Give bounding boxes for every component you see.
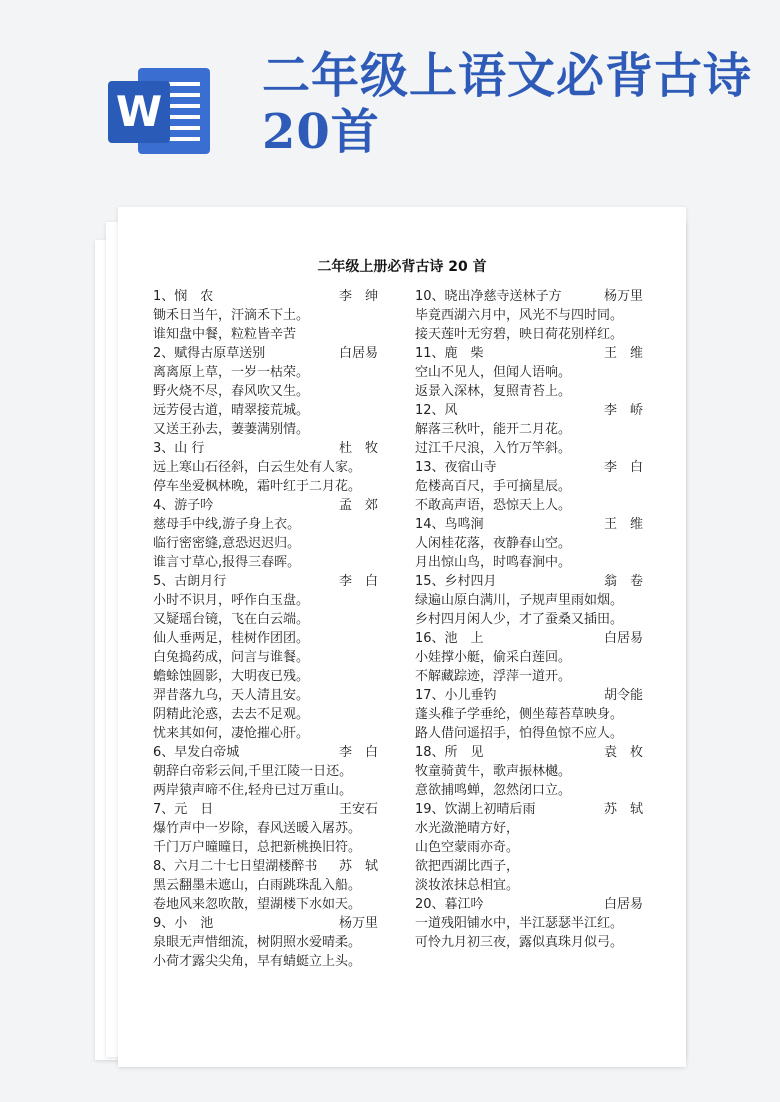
document-title: 二年级上册必背古诗 20 首: [317, 259, 487, 275]
poem-heading: [415, 458, 643, 477]
poem-heading: [153, 287, 378, 306]
poem-author: 李 白: [603, 460, 643, 475]
poem-author: 孟 郊: [338, 498, 378, 513]
poem-title: 12、风: [415, 403, 458, 418]
poem-line: 泉眼无声惜细流，树阴照水爱晴柔。: [153, 935, 362, 950]
poem-line: 慈母手中线,游子身上衣。: [153, 517, 301, 532]
poem-line: 蟾蜍蚀圆影，大明夜已残。: [153, 669, 310, 684]
poem-line: 淡妆浓抹总相宜。: [415, 878, 520, 893]
word-document-icon: [108, 68, 210, 154]
poem-title: 8、六月二十七日望湖楼醉书: [153, 859, 318, 874]
poem-title: 15、乡村四月: [415, 574, 497, 589]
poem-author: 白居易: [603, 897, 643, 912]
page-title: 二年级上语文必背古诗20首: [262, 48, 753, 160]
poem-title: 4、游子吟: [153, 498, 214, 513]
poem-line: 又疑瑶台镜，飞在白云端。: [153, 612, 310, 627]
poem-heading: [415, 686, 643, 705]
poem-heading: [415, 743, 643, 762]
poem-title: 16、池 上: [415, 631, 484, 646]
poem-heading: [153, 800, 378, 819]
poem-line: 停车坐爱枫林晚，霜叶红于二月花。: [153, 479, 362, 494]
poem-line: 返景入深林，复照青苔上。: [415, 384, 572, 399]
poem-line: 欲把西湖比西子，: [415, 859, 520, 874]
poem-heading: [415, 515, 643, 534]
poem-title: 10、晓出净慈寺送林子方: [415, 289, 562, 304]
word-icon-letter: W: [108, 81, 170, 143]
poem-heading: [415, 895, 643, 914]
poem-heading: [415, 800, 643, 819]
poem-line: 锄禾日当午，汗滴禾下土。: [153, 308, 310, 323]
poem-title: 1、悯 农: [153, 289, 214, 304]
poem-line: 千门万户曈曈日，总把新桃换旧符。: [153, 840, 362, 855]
poem-line: 毕竟西湖六月中，风光不与四时同。: [415, 308, 624, 323]
poem-line: 忧来其如何，凄怆摧心肝。: [153, 726, 310, 741]
poem-author: 王安石: [338, 802, 378, 817]
poem-heading: [415, 572, 643, 591]
poem-line: 远上寒山石径斜，白云生处有人家。: [153, 460, 362, 475]
poem-title: 19、饮湖上初晴后雨: [415, 802, 536, 817]
poem-line: 解落三秋叶，能开二月花。: [415, 422, 572, 437]
poem-author: 王 维: [603, 517, 643, 532]
poem-line: 黑云翻墨未遮山，白雨跳珠乱入船。: [153, 878, 362, 893]
poem-line: 一道残阳铺水中，半江瑟瑟半江红。: [415, 916, 624, 931]
poem-heading: [153, 572, 378, 591]
poem-line: 蓬头稚子学垂纶，侧坐莓苔草映身。: [415, 707, 624, 722]
poem-author: 白居易: [338, 346, 378, 361]
poem-line: 爆竹声中一岁除，春风送暖入屠苏。: [153, 821, 362, 836]
poem-author: 苏 轼: [338, 859, 378, 874]
poem-heading: [415, 629, 643, 648]
poem-line: 山色空蒙雨亦奇。: [415, 840, 520, 855]
poem-title: 9、小 池: [153, 916, 214, 931]
poem-line: 空山不见人，但闻人语响。: [415, 365, 572, 380]
poem-line: 阴精此沦惑，去去不足观。: [153, 707, 310, 722]
poem-title: 11、鹿 柴: [415, 346, 484, 361]
poem-column-right: [415, 287, 643, 952]
poem-line: 小荷才露尖尖角，早有蜻蜓立上头。: [153, 954, 362, 969]
poem-line: 月出惊山鸟，时鸣春涧中。: [415, 555, 572, 570]
poem-line: 离离原上草，一岁一枯荣。: [153, 365, 310, 380]
poem-author: 李 白: [338, 574, 378, 589]
poem-line: 朝辞白帝彩云间,千里江陵一日还。: [153, 764, 353, 779]
poem-title: 3、山 行: [153, 441, 205, 456]
poem-line: 小娃撑小艇，偷采白莲回。: [415, 650, 572, 665]
poem-heading: [415, 401, 643, 420]
poem-title: 13、夜宿山寺: [415, 460, 497, 475]
poem-heading: [153, 496, 378, 515]
poem-line: 小时不识月，呼作白玉盘。: [153, 593, 310, 608]
poem-heading: [415, 287, 643, 306]
poem-author: 翁 卷: [603, 574, 643, 589]
poem-line: 人闲桂花落，夜静春山空。: [415, 536, 572, 551]
poem-heading: [153, 743, 378, 762]
poem-line: 绿遍山原白满川，子规声里雨如烟。: [415, 593, 624, 608]
poem-column-left: [153, 287, 378, 971]
poem-line: 水光潋滟晴方好，: [415, 821, 520, 836]
poem-line: 仙人垂两足，桂树作团团。: [153, 631, 310, 646]
poem-author: 胡令能: [603, 688, 643, 703]
poem-line: 谁知盘中餐，粒粒皆辛苦: [153, 327, 297, 342]
poem-line: 谁言寸草心,报得三春晖。: [153, 555, 301, 570]
poem-line: 可怜九月初三夜，露似真珠月似弓。: [415, 935, 624, 950]
poem-title: 6、早发白帝城: [153, 745, 240, 760]
poem-line: 野火烧不尽，春风吹又生。: [153, 384, 310, 399]
poem-line: 危楼高百尺，手可摘星辰。: [415, 479, 572, 494]
poem-line: 路人借问遥招手，怕得鱼惊不应人。: [415, 726, 624, 741]
poem-author: 杜 牧: [338, 441, 378, 456]
poem-author: 杨万里: [338, 916, 378, 931]
poem-line: 牧童骑黄牛，歌声振林樾。: [415, 764, 572, 779]
poem-line: 又送王孙去，萋萋满别情。: [153, 422, 310, 437]
poem-title: 2、赋得古原草送别: [153, 346, 266, 361]
poem-line: 卷地风来忽吹散，望湖楼下水如天。: [153, 897, 362, 912]
poem-heading: [153, 344, 378, 363]
poem-heading: [153, 914, 378, 933]
poem-title: 18、所 见: [415, 745, 484, 760]
poem-line: 不敢高声语，恐惊天上人。: [415, 498, 572, 513]
poem-line: 意欲捕鸣蝉，忽然闭口立。: [415, 783, 572, 798]
poem-author: 李 绅: [338, 289, 378, 304]
poem-line: 过江千尺浪，入竹万竿斜。: [415, 441, 572, 456]
poem-title: 5、古朗月行: [153, 574, 227, 589]
poem-line: 乡村四月闲人少，才了蚕桑又插田。: [415, 612, 624, 627]
poem-author: 李 白: [338, 745, 378, 760]
poem-heading: [153, 439, 378, 458]
poem-author: 白居易: [603, 631, 643, 646]
poem-author: 袁 枚: [603, 745, 643, 760]
poem-title: 17、小儿垂钓: [415, 688, 497, 703]
poem-author: 王 维: [603, 346, 643, 361]
poem-line: 不解藏踪迹，浮萍一道开。: [415, 669, 572, 684]
poem-heading: [415, 344, 643, 363]
poem-author: 苏 轼: [603, 802, 643, 817]
poem-line: 远芳侵古道，晴翠接荒城。: [153, 403, 310, 418]
poem-author: 李 峤: [603, 403, 643, 418]
poem-author: 杨万里: [603, 289, 643, 304]
poem-line: 临行密密缝,意恐迟迟归。: [153, 536, 301, 551]
poem-line: 两岸猿声啼不住,轻舟已过万重山。: [153, 783, 353, 798]
poem-line: 白兔捣药成，问言与谁餐。: [153, 650, 310, 665]
poem-title: 14、鸟鸣涧: [415, 517, 484, 532]
poem-line: 羿昔落九乌，天人清且安。: [153, 688, 310, 703]
poem-title: 7、元 日: [153, 802, 214, 817]
poem-line: 接天莲叶无穷碧，映日荷花别样红。: [415, 327, 624, 342]
poem-title: 20、暮江吟: [415, 897, 484, 912]
poem-heading: [153, 857, 378, 876]
